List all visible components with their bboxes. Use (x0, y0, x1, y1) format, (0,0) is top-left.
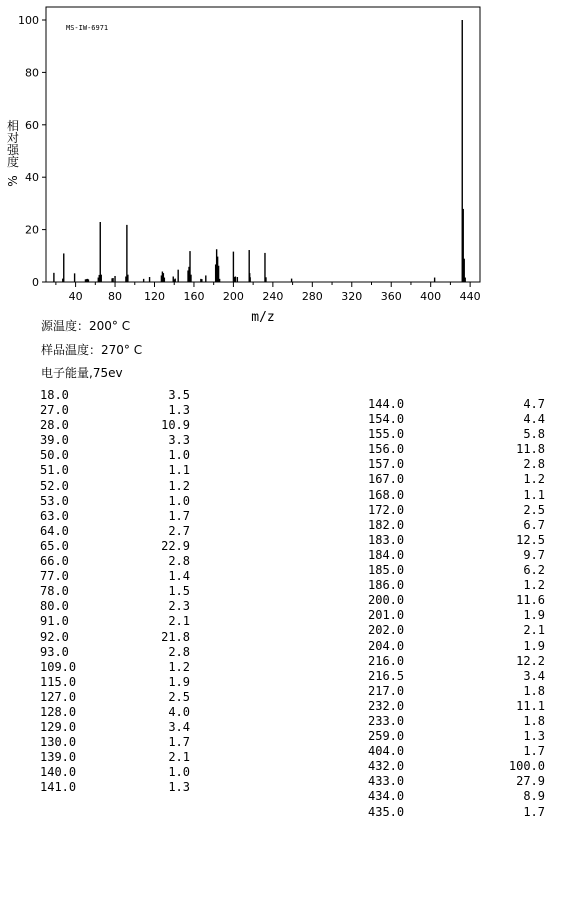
intensity-value: 4.0 (168, 704, 190, 719)
intensity-value: 2.3 (168, 599, 190, 614)
intensity-value: 100.0 (508, 759, 545, 774)
intensity-value: 1.3 (168, 780, 190, 795)
mz-value: 434.0 (368, 789, 405, 804)
mz-value: 109.0 (40, 659, 77, 674)
mz-value: 216.0 (368, 653, 405, 668)
intensity-value: 1.2 (168, 659, 190, 674)
mz-value: 128.0 (40, 704, 77, 719)
mz-value: 200.0 (368, 593, 405, 608)
mz-value: 140.0 (40, 765, 77, 780)
intensity-value: 2.8 (168, 554, 190, 569)
mz-value: 78.0 (40, 584, 69, 599)
x-tick-label: 320 (341, 290, 363, 303)
mz-value: 65.0 (40, 538, 69, 553)
mz-value: 172.0 (368, 502, 405, 517)
mz-value: 233.0 (368, 713, 405, 728)
x-tick-label: 40 (68, 290, 83, 303)
y-axis (18, 14, 46, 289)
mz-value: 130.0 (40, 735, 77, 750)
intensity-value: 1.0 (168, 493, 190, 508)
sample-temperature: 样品温度：270° C (41, 343, 143, 357)
mz-value: 202.0 (368, 623, 405, 638)
intensity-value: 3.5 (168, 388, 190, 402)
mz-value: 168.0 (368, 487, 405, 502)
mz-value: 127.0 (40, 689, 77, 704)
x-tick-label: 280 (301, 290, 323, 303)
intensity-value: 9.7 (523, 547, 545, 562)
x-tick-label: 240 (262, 290, 284, 303)
intensity-value: 5.8 (523, 427, 545, 442)
mz-value: 28.0 (40, 418, 69, 433)
mz-value: 115.0 (40, 674, 77, 689)
x-tick-label: 360 (380, 290, 402, 303)
intensity-value: 8.9 (523, 789, 545, 804)
intensity-value: 11.6 (516, 593, 545, 608)
intensity-value: 10.9 (161, 418, 190, 433)
y-axis-label (6, 118, 20, 187)
intensity-value: 4.4 (523, 412, 545, 427)
mz-value: 435.0 (368, 804, 405, 819)
mz-value: 183.0 (368, 532, 405, 547)
mz-value: 66.0 (40, 554, 69, 569)
mz-value: 77.0 (40, 569, 69, 584)
intensity-value: 2.7 (168, 523, 190, 538)
intensity-value: 1.2 (168, 478, 190, 493)
mz-value: 185.0 (368, 563, 405, 578)
mz-value: 93.0 (40, 644, 69, 659)
mass-spectrum-chart (0, 0, 570, 330)
y-tick-label: 20 (25, 223, 39, 237)
mz-value: 232.0 (368, 698, 405, 713)
intensity-value: 2.5 (168, 689, 190, 704)
intensity-value: 3.4 (168, 720, 190, 735)
x-tick-label: 200 (222, 290, 244, 303)
y-tick-label: 60 (25, 118, 39, 132)
intensity-value: 1.9 (523, 638, 545, 653)
x-axis (56, 282, 481, 303)
mz-value: 184.0 (368, 547, 405, 562)
mz-value: 53.0 (40, 493, 69, 508)
mz-value: 186.0 (368, 578, 405, 593)
mz-value: 259.0 (368, 729, 405, 744)
mz-value: 156.0 (368, 442, 405, 457)
intensity-value: 2.1 (168, 750, 190, 765)
mz-value: 154.0 (368, 412, 405, 427)
mz-value: 201.0 (368, 608, 405, 623)
y-tick-label: 40 (25, 171, 39, 185)
intensity-value: 1.3 (523, 729, 545, 744)
sample-id: MS-IW-6971 (66, 24, 109, 32)
intensity-value: 1.9 (523, 608, 545, 623)
y-axis-label-char: 强 (6, 143, 20, 157)
intensity-value: 1.0 (168, 448, 190, 463)
mz-value: 51.0 (40, 463, 69, 478)
intensity-value: 1.7 (168, 735, 190, 750)
x-tick-label: 400 (420, 290, 442, 303)
x-tick-label: 440 (459, 290, 481, 303)
y-axis-label-char: 相 (6, 119, 20, 133)
intensity-value: 11.8 (516, 442, 545, 457)
mz-value: 64.0 (40, 523, 69, 538)
intensity-value: 1.3 (168, 403, 190, 418)
intensity-value: 1.7 (168, 508, 190, 523)
intensity-value: 1.8 (523, 683, 545, 698)
mz-value: 217.0 (368, 683, 405, 698)
y-axis-unit: % (6, 175, 20, 187)
intensity-value: 3.3 (168, 433, 190, 448)
intensity-value: 22.9 (161, 538, 190, 553)
intensity-value: 27.9 (516, 774, 545, 789)
intensity-value: 2.1 (168, 614, 190, 629)
intensity-value: 12.2 (516, 653, 545, 668)
intensity-value: 1.0 (168, 765, 190, 780)
intensity-value: 1.7 (523, 744, 545, 759)
x-tick-label: 80 (108, 290, 123, 303)
intensity-value: 1.1 (523, 487, 545, 502)
mz-value: 432.0 (368, 759, 405, 774)
intensity-value: 11.1 (516, 698, 545, 713)
peak-bars (54, 20, 465, 282)
x-tick-label: 160 (183, 290, 205, 303)
intensity-value: 1.4 (168, 569, 190, 584)
intensity-value: 1.1 (168, 463, 190, 478)
mz-value: 80.0 (40, 599, 69, 614)
mz-value: 433.0 (368, 774, 405, 789)
intensity-value: 2.8 (168, 644, 190, 659)
mz-value: 52.0 (40, 478, 69, 493)
mz-value: 404.0 (368, 744, 405, 759)
mz-value: 92.0 (40, 629, 69, 644)
y-axis-label-char: 对 (6, 131, 20, 145)
intensity-value: 2.8 (523, 457, 545, 472)
intensity-value: 1.2 (523, 578, 545, 593)
mz-value: 157.0 (368, 457, 405, 472)
mz-value: 182.0 (368, 517, 405, 532)
mz-value: 18.0 (40, 388, 69, 402)
y-tick-label: 80 (25, 66, 39, 80)
intensity-value: 1.9 (168, 674, 190, 689)
mz-value: 167.0 (368, 472, 405, 487)
intensity-value: 2.1 (523, 623, 545, 638)
mz-value: 63.0 (40, 508, 69, 523)
mz-value: 155.0 (368, 427, 405, 442)
intensity-value: 6.7 (523, 517, 545, 532)
mz-value: 50.0 (40, 448, 69, 463)
intensity-value: 1.5 (168, 584, 190, 599)
mz-value: 216.5 (368, 668, 405, 683)
intensity-value: 3.4 (523, 668, 545, 683)
y-axis-label-char: 度 (6, 155, 20, 169)
mz-value: 39.0 (40, 433, 69, 448)
intensity-value: 2.5 (523, 502, 545, 517)
y-tick-label: 100 (18, 14, 39, 27)
plot-frame (46, 7, 480, 282)
mz-value: 91.0 (40, 614, 69, 629)
x-axis-label: m/z (251, 310, 275, 325)
intensity-value: 1.8 (523, 713, 545, 728)
source-temperature: 源温度：200° C (41, 319, 131, 333)
mz-value: 27.0 (40, 403, 69, 418)
intensity-value: 4.7 (523, 397, 545, 411)
mz-value: 129.0 (40, 720, 77, 735)
y-tick-label: 0 (32, 276, 39, 289)
intensity-value: 6.2 (523, 563, 545, 578)
intensity-value: 12.5 (516, 532, 545, 547)
intensity-value: 1.2 (523, 472, 545, 487)
mz-value: 204.0 (368, 638, 405, 653)
x-tick-label: 120 (144, 290, 165, 303)
intensity-value: 1.7 (523, 804, 545, 819)
electron-energy: 电子能量,75ev (41, 366, 123, 380)
mz-value: 141.0 (40, 780, 77, 795)
intensity-value: 21.8 (161, 629, 190, 644)
mz-value: 144.0 (368, 397, 405, 411)
mz-value: 139.0 (40, 750, 77, 765)
